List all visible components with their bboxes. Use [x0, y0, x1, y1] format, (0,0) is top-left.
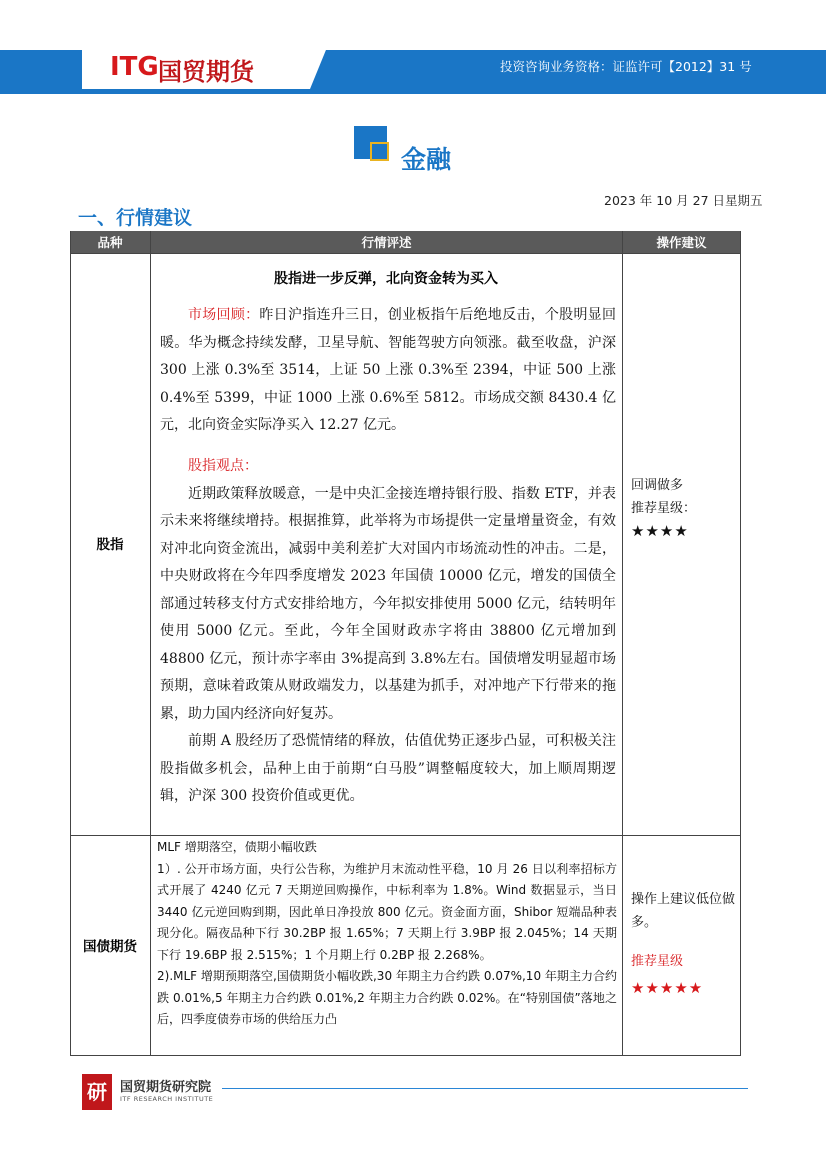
stock-index-view	[160, 453, 616, 811]
treasury-operation	[631, 888, 735, 1000]
table-bottom-line	[70, 1055, 741, 1056]
row-title-stock-index: 股指进一步反弹，北向资金转为买入	[274, 271, 498, 287]
license-text: 投资咨询业务资格：证监许可【2012】31 号	[500, 59, 752, 74]
review-label: 市场回顾：	[188, 307, 260, 323]
col-header-operation: 操作建议	[656, 235, 707, 250]
star-rating-icon: ★★★★	[631, 522, 689, 540]
treasury-title: MLF 增期落空，债期小幅收跌	[157, 840, 317, 854]
view-paragraph-1: 近期政策释放暖意，一是中央汇金接连增持银行股、指数 ETF，并表示未来将继续增持。根据推算，此举将为市场提供一定量增量资金，有效对冲北向资金流出，减弱中美利差扩大对国内市场流动性的冲击。二是，中央财政将在今年四季度增发 2023 年国债 10000 亿元，增发的国债全部通过转移支付方式安排给地方，今年拟安排使用 5000 亿元，结转明年使用 5000 亿元。至此，今年全国财政赤字将由 38800 亿元增加到 48800 亿元，预计赤字率由 3%提高到 3.8%左右。国债增发明显超市场预期，意味着政策从财政端发力，以基建为抓手，对冲地产下行带来的拖累，助力国内经济向好复苏。	[160, 485, 616, 722]
section-square-inner-icon	[370, 142, 389, 161]
footer-rule	[222, 1088, 748, 1089]
col-header-review: 行情评述	[361, 235, 412, 250]
heading: 一、行情建议	[78, 207, 193, 229]
op-rating-label: 推荐星级	[631, 954, 684, 969]
logo-cn: 国贸期货	[158, 58, 254, 86]
footer-name-en: ITF RESEARCH INSTITUTE	[120, 1095, 214, 1103]
treasury-review	[157, 837, 617, 1031]
table-divider-2	[622, 231, 623, 1055]
col-header-variety: 品种	[97, 235, 123, 250]
footer-name-cn: 国贸期货研究院	[120, 1080, 212, 1095]
section-title: 金融	[401, 145, 452, 174]
table-divider-1	[150, 231, 151, 1055]
op-advice: 回调做多	[631, 478, 684, 493]
stock-index-review	[160, 302, 616, 440]
treasury-paragraph-1: 1）. 公开市场方面，央行公告称，为维护月末流动性平稳，10 月 26 日以利率招标方式开展了 4240 亿元 7 天期逆回购操作，中标利率为 1.8%。Wind 数据显示，当日 3440 亿元逆回购到期，因此单日净投放 800 亿元。资金面方面，Shibor 短端品种表现分化。隔夜品种下行 30.2BP 报 1.65%；7 天期上行 3.9BP 报 2.045%；14 天期下行 19.6BP 报 2.515%；1 个月期上行 0.2BP 报 2.268%。	[157, 861, 617, 962]
report-date: 2023 年 10 月 27 日星期五	[604, 193, 763, 208]
row-label-stock-index: 股指	[96, 537, 124, 553]
treasury-paragraph-2: 2).MLF 增期预期落空,国债期货小幅收跌,30 年期主力合约跌 0.07%,10 年期主力合约跌 0.01%,5 年期主力合约跌 0.01%,2 年期主力合约跌 0.02%。在“特别国债”落地之后，四季度债券市场的供给压力凸	[157, 969, 617, 1026]
logo-latin: ITG	[110, 52, 159, 82]
op-rating-label: 推荐星级：	[631, 501, 697, 516]
table-row-separator	[70, 835, 741, 836]
research-logo-icon: 研	[82, 1074, 112, 1110]
view-label: 股指观点：	[188, 458, 258, 474]
op-advice: 操作上建议低位做多。	[631, 892, 736, 930]
view-paragraph-2: 前期 A 股经历了恐慌情绪的释放，估值优势正逐步凸显，可积极关注股指做多机会，品种上由于前期“白马股”调整幅度较大，加上顺周期逻辑，沪深 300 投资价值或更优。	[160, 733, 616, 804]
table-header-line	[70, 253, 741, 254]
table-border-left	[70, 231, 71, 1055]
table-border-right	[740, 231, 741, 1055]
star-rating-icon: ★★★★★	[631, 979, 704, 997]
stock-index-operation	[631, 474, 735, 543]
review-text: 昨日沪指连升三日，创业板指午后绝地反击，个股明显回暖。华为概念持续发酵，卫星导航、智能驾驶方向领涨。截至收盘，沪深 300 上涨 0.3%至 3514，上证 50 上涨 0.3%至 2394，中证 500 上涨 0.4%至 5399，中证 1000 上涨 0.6%至 5812。市场成交额 8430.4 亿元，北向资金实际净买入 12.27 亿元。	[160, 307, 617, 433]
row-label-treasury-futures: 国债期货	[83, 939, 137, 955]
